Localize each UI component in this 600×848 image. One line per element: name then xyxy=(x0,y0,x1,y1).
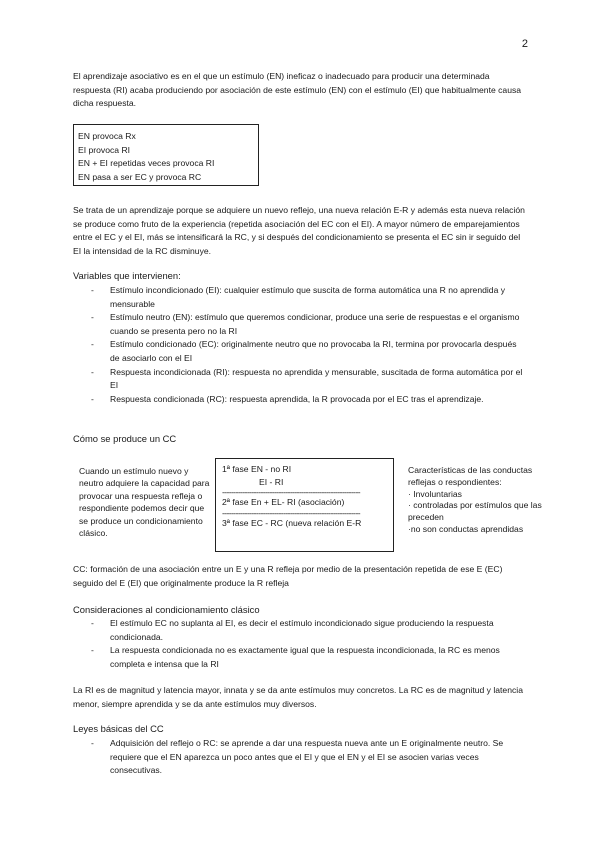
variables-heading: Variables que intervienen: xyxy=(73,270,181,281)
phases-box xyxy=(215,458,394,552)
phase-2: 2ª fase En + EL- RI (asociación) xyxy=(222,497,345,507)
characteristic-item: ·no son conductas aprendidas xyxy=(408,523,524,534)
summary-line: EI provoca RI xyxy=(78,144,131,155)
cc-definition: CC: formación de una asociación entre un E y una R refleja por medio de la presentación repetida de ese E (EC) seguido del E (EI) que originalmente produce la R refleja xyxy=(73,564,503,588)
consideraciones-heading: Consideraciones al condicionamiento clásico xyxy=(73,604,260,615)
summary-line: EN provoca Rx xyxy=(78,131,136,141)
list-item: - Respuesta incondicionada (RI): respuesta no aprendida y mensurable, suscitada de forma automática por el EI xyxy=(73,366,528,393)
summary-line: EN + EI repetidas veces provoca RI xyxy=(78,158,215,169)
leyes-heading: Leyes básicas del CC xyxy=(73,723,164,734)
characteristic-item: · controladas por estímulos que las preceden xyxy=(408,500,542,523)
phase-1b: EI - RI xyxy=(259,476,284,487)
characteristics xyxy=(408,465,558,536)
list-item: - Estímulo neutro (EN): estímulo que queremos condicionar, produce una serie de respuestas e el organismo cuando se presenta pero no la RI xyxy=(73,311,528,338)
list-item: - Estímulo condicionado (EC): originalmente neutro que no provocaba la RI, termina por provocarla después de asociarlo con el EI xyxy=(73,338,528,365)
ri-rc-paragraph: La RI es de magnitud y latencia mayor, innata y se da ante estímulos muy concretos. La RC es de magnitud y latencia menor, siempre aprendida y se da ante estímulos muy diversos. xyxy=(73,685,523,709)
list-item: - La respuesta condicionada no es exactamente igual que la respuesta incondicionada, la RC es menos completa e intensa que la RI xyxy=(73,644,528,671)
variables-list xyxy=(73,284,528,406)
divider: ------------------------------------------------------------- xyxy=(222,508,360,517)
list-item: - Estímulo incondicionado (EI): cualquier estímulo que suscita de forma automática una R no aprendida y mensurable xyxy=(73,284,528,311)
list-item: - Adquisición del reflejo o RC: se aprende a dar una respuesta nueva ante un E originalmente neutro. Se requiere que el EN aparezca un poco antes que el EI y que el EN y el EI se asocien varias veces consecutivas. xyxy=(73,737,528,778)
summary-line: EN pasa a ser EC y provoca RC xyxy=(78,171,202,182)
list-item: - El estímulo EC no suplanta al EI, es decir el estímulo incondicionado sigue produciendo la respuesta condicionada. xyxy=(73,617,528,644)
cc-left-text: Cuando un estímulo nuevo y neutro adquiere la capacidad para provocar una respuesta refleja o respondiente podemos decir que se produce un condicionamiento clásico. xyxy=(79,466,210,539)
page-number: 2 xyxy=(521,38,528,50)
leyes-list xyxy=(73,737,528,778)
summary-box xyxy=(73,124,259,186)
phase-1: 1ª fase EN - no RI xyxy=(222,464,292,474)
explanation-paragraph: Se trata de un aprendizaje porque se adquiere un nuevo reflejo, una nueva relación E-R y además esta nueva relación se produce como fruto de la experiencia (repetida asociación del EC con el EI). A mayor número de emparejamientos entre el EC y el EI, más se intensificará la RC, y si después del condicionamiento se presenta el EC sin ir seguido del EI la intensidad de la RC disminuye. xyxy=(73,205,525,256)
como-heading: Cómo se produce un CC xyxy=(73,433,177,444)
characteristics-title: Características de las conductas reflejas o respondientes: xyxy=(408,465,533,487)
list-item: - Respuesta condicionada (RC): respuesta aprendida, la R provocada por el EC tras el aprendizaje. xyxy=(73,393,528,407)
intro-paragraph: El aprendizaje asociativo es en el que un estímulo (EN) ineficaz o inadecuado para producir una determinada respuesta (RI) acaba produciendo por asociación de este estímulo (EN) con el estímulo (EI) que habitualmente causa dicha respuesta. xyxy=(73,71,522,109)
phase-3: 3ª fase EC - RC (nueva relación E-R xyxy=(222,517,362,528)
characteristic-item: · Involuntarias xyxy=(408,488,462,499)
divider: ------------------------------------------------------------- xyxy=(222,488,360,496)
consideraciones-list xyxy=(73,617,528,671)
